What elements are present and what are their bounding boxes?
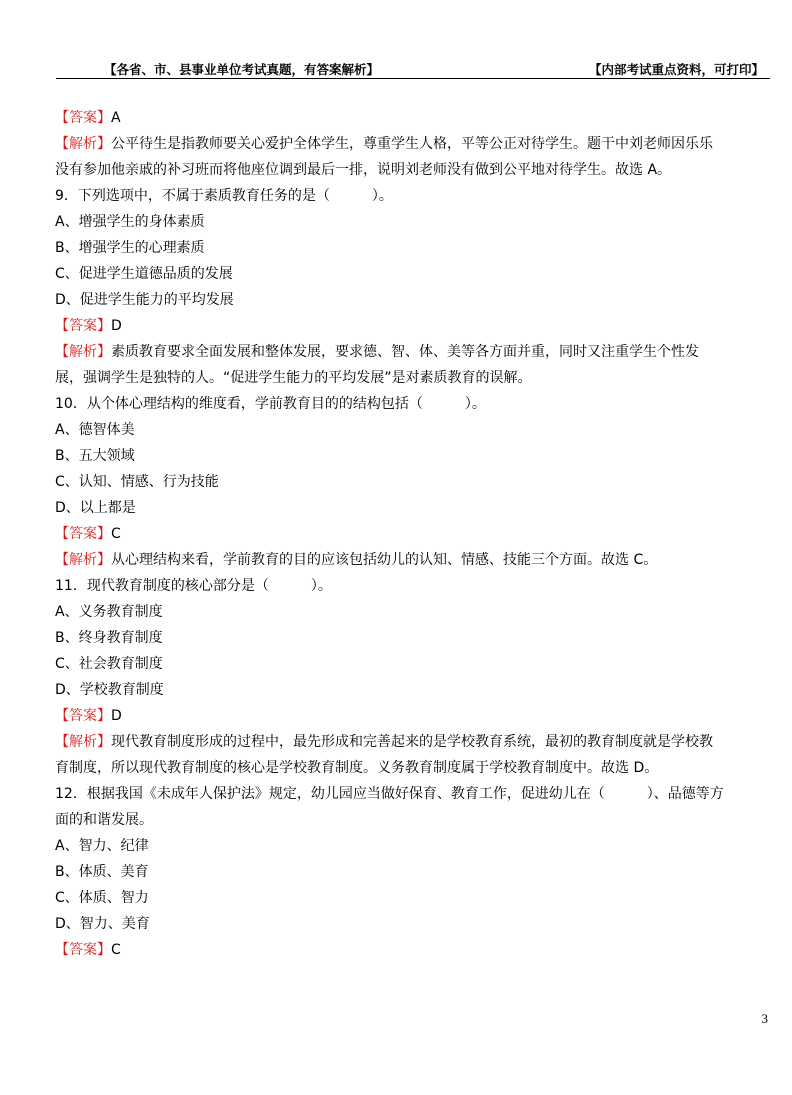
line-text: A、增强学生的身体素质 <box>55 214 205 230</box>
page-header <box>56 58 770 78</box>
text-line <box>55 339 770 365</box>
line-text: D、智力、美育 <box>55 916 150 932</box>
text-line <box>55 859 770 885</box>
section-tag: 【答案】 <box>55 708 111 724</box>
line-text: 12．根据我国《未成年人保护法》规定，幼儿园应当做好保育、教育工作，促进幼儿在（ ）、品德等方 <box>55 786 724 802</box>
line-text: 10．从个体心理结构的维度看，学前教育目的的结构包括（ ）。 <box>55 396 486 412</box>
section-tag: 【答案】 <box>55 526 111 542</box>
text-line <box>55 287 770 313</box>
line-text: 11．现代教育制度的核心部分是（ ）。 <box>55 578 332 594</box>
text-line <box>55 625 770 651</box>
section-tag: 【解析】 <box>55 734 111 750</box>
line-text: D、促进学生能力的平均发展 <box>55 292 234 308</box>
text-line <box>55 729 770 755</box>
line-text: 面的和谐发展。 <box>55 812 153 828</box>
line-text: B、终身教育制度 <box>55 630 163 646</box>
line-text: 9．下列选项中，不属于素质教育任务的是（ ）。 <box>55 188 393 204</box>
text-line <box>55 807 770 833</box>
text-line <box>55 651 770 677</box>
section-tag: 【答案】 <box>55 318 111 334</box>
text-line <box>55 911 770 937</box>
line-text: A、德智体美 <box>55 422 135 438</box>
text-line <box>55 443 770 469</box>
text-line <box>55 209 770 235</box>
line-text: D、学校教育制度 <box>55 682 164 698</box>
text-line <box>55 131 770 157</box>
line-text: C、促进学生道德品质的发展 <box>55 266 233 282</box>
line-text: 现代教育制度形成的过程中，最先形成和完善起来的是学校教育系统，最初的教育制度就是学校教 <box>111 734 713 750</box>
line-text: B、五大领域 <box>55 448 135 464</box>
text-line <box>55 365 770 391</box>
line-text: 素质教育要求全面发展和整体发展，要求德、智、体、美等各方面并重，同时又注重学生个性发 <box>111 344 699 360</box>
text-line <box>55 469 770 495</box>
line-text: B、体质、美育 <box>55 864 149 880</box>
text-line <box>55 261 770 287</box>
text-line <box>55 521 770 547</box>
line-text: D <box>111 318 122 334</box>
text-line <box>55 547 770 573</box>
line-text: 公平待生是指教师要关心爱护全体学生，尊重学生人格，平等公正对待学生。题干中刘老师因乐乐 <box>111 136 713 152</box>
section-tag: 【解析】 <box>55 136 111 152</box>
text-line <box>55 105 770 131</box>
line-text: A、智力、纪律 <box>55 838 149 854</box>
line-text: C、认知、情感、行为技能 <box>55 474 219 490</box>
line-text: C <box>111 526 121 542</box>
line-text: A、义务教育制度 <box>55 604 163 620</box>
line-text: C <box>111 942 121 958</box>
text-line <box>55 781 770 807</box>
section-tag: 【答案】 <box>55 942 111 958</box>
section-tag: 【答案】 <box>55 110 111 126</box>
document-body <box>55 105 770 963</box>
text-line <box>55 235 770 261</box>
line-text: C、社会教育制度 <box>55 656 163 672</box>
text-line <box>55 157 770 183</box>
text-line <box>55 755 770 781</box>
line-text: 展，强调学生是独特的人。“促进学生能力的平均发展”是对素质教育的误解。 <box>55 370 532 386</box>
line-text: B、增强学生的心理素质 <box>55 240 205 256</box>
section-tag: 【解析】 <box>55 344 111 360</box>
section-tag: 【解析】 <box>55 552 111 568</box>
line-text: 没有参加他亲戚的补习班而将他座位调到最后一排，说明刘老师没有做到公平地对待学生。故选 A。 <box>55 162 672 178</box>
text-line <box>55 573 770 599</box>
line-text: D、以上都是 <box>55 500 136 516</box>
line-text: D <box>111 708 122 724</box>
text-line <box>55 417 770 443</box>
text-line <box>55 495 770 521</box>
header-left-title: 【各省、市、县事业单位考试真题，有答案解析】 <box>104 62 380 77</box>
text-line <box>55 885 770 911</box>
header-right-title: 【内部考试重点资料，可打印】 <box>588 62 764 77</box>
line-text: A <box>111 110 121 126</box>
text-line <box>55 183 770 209</box>
header-rule <box>56 78 770 79</box>
text-line <box>55 703 770 729</box>
text-line <box>55 599 770 625</box>
text-line <box>55 937 770 963</box>
text-line <box>55 313 770 339</box>
text-line <box>55 391 770 417</box>
line-text: 育制度，所以现代教育制度的核心是学校教育制度。义务教育制度属于学校教育制度中。故选 D。 <box>55 760 659 776</box>
line-text: 从心理结构来看，学前教育的目的应该包括幼儿的认知、情感、技能三个方面。故选 C。 <box>111 552 658 568</box>
text-line <box>55 677 770 703</box>
page-number: 3 <box>761 1011 768 1026</box>
line-text: C、体质、智力 <box>55 890 149 906</box>
text-line <box>55 833 770 859</box>
